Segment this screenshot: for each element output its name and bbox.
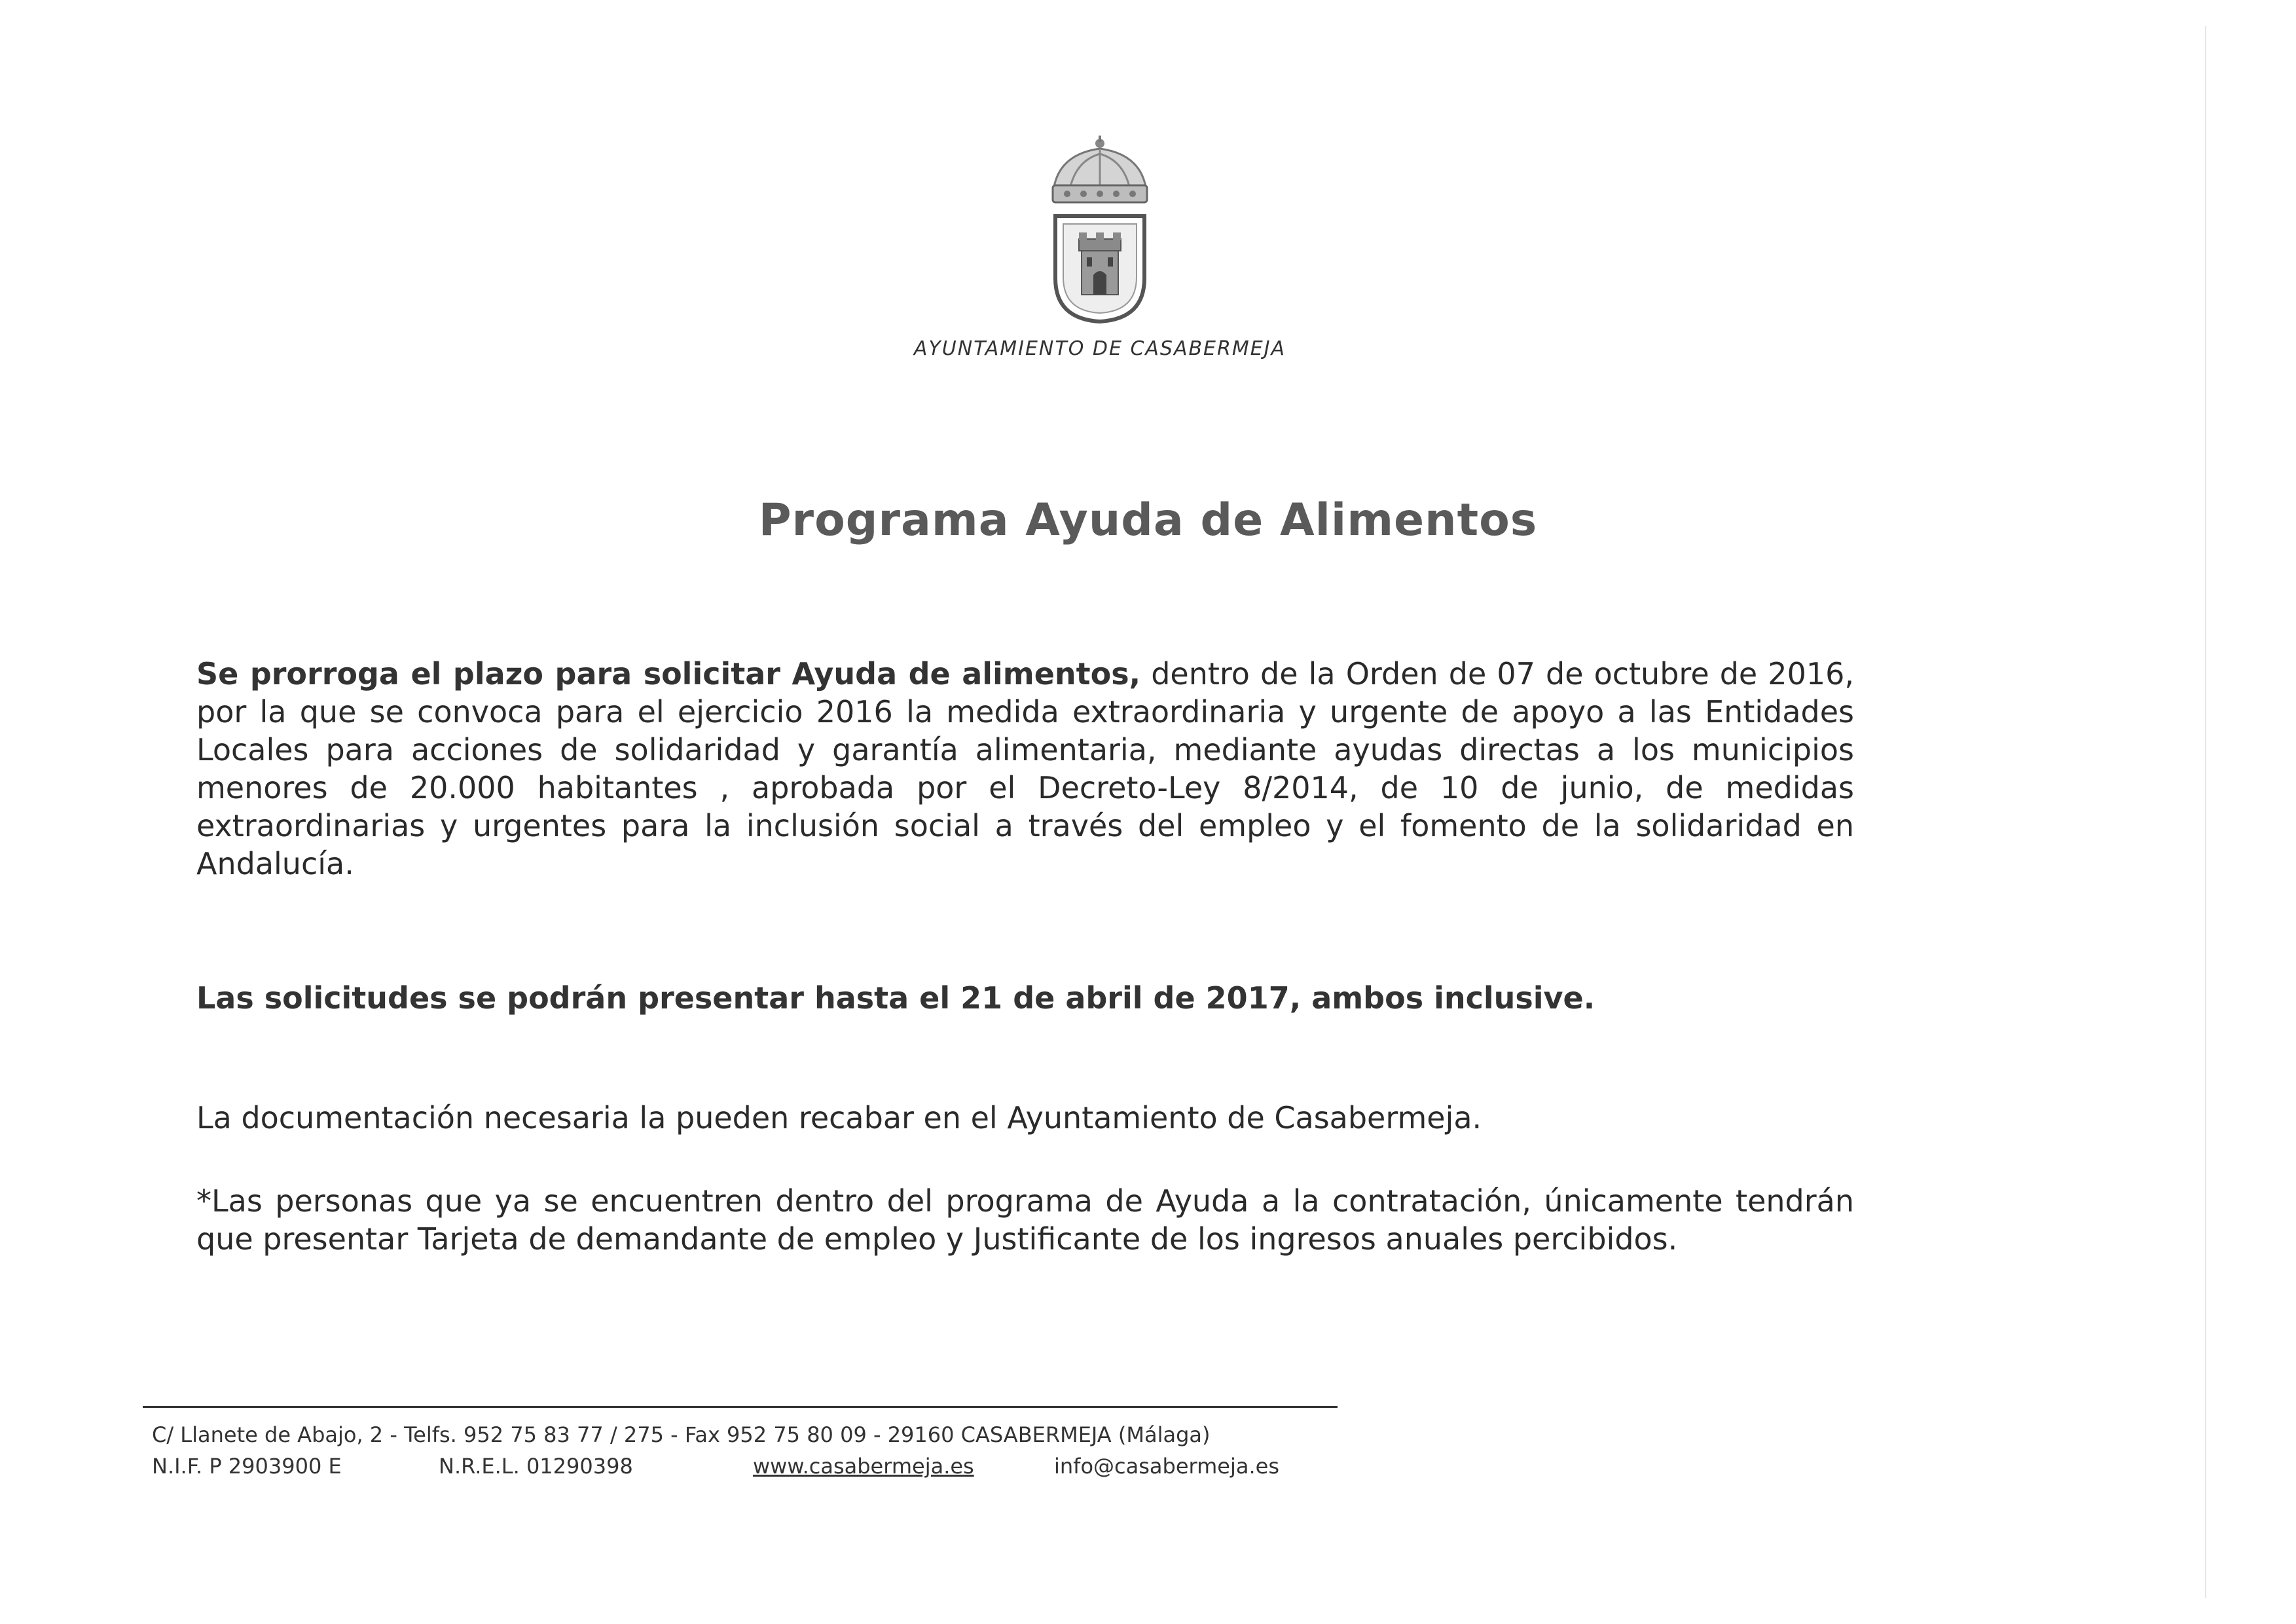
footer-website-link[interactable]: www.casabermeja.es (753, 1454, 974, 1479)
documentation-paragraph: La documentación necesaria la pueden recabar en el Ayuntamiento de Casabermeja. (196, 1100, 1482, 1135)
footer-nif: N.I.F. P 2903900 E (152, 1454, 342, 1479)
announcement-body: dentro de la Orden de 07 de octubre de 2016, por la que se convoca para el ejercicio 2016 la medida extraordinaria y urgente de apoyo a las Entidades Locales para acciones de solidaridad y garantía alimentaria, mediante ayudas directas a los municipios menores de 20.000 habitantes , aprobada por el Decreto-Ley 8/2014, de 10 de junio, de medidas extraordinarias y urgentes para la inclusión social a través del empleo y el fomento de la solidaridad en Andalucía. (196, 656, 1854, 881)
note-paragraph: *Las personas que ya se encuentren dentro del programa de Ayuda a la contratación, únicamente tendrán que presentar Tarjeta de demandante de empleo y Justificante de los ingresos anuales percibidos. (196, 1183, 1854, 1257)
footer-email[interactable]: info@casabermeja.es (1054, 1454, 1279, 1479)
organization-name: AYUNTAMIENTO DE CASABERMEJA (913, 337, 1286, 360)
document-title: Programa Ayuda de Alimentos (758, 494, 1538, 546)
announcement-lead: Se prorroga el plazo para solicitar Ayuda de alimentos, (196, 656, 1141, 692)
footer-divider (143, 1406, 1338, 1408)
deadline-paragraph: Las solicitudes se podrán presentar hasta el 21 de abril de 2017, ambos inclusive. (196, 980, 1595, 1016)
footer-nrel: N.R.E.L. 01290398 (439, 1454, 633, 1479)
footer-address: C/ Llanete de Abajo, 2 - Telfs. 952 75 83 77 / 275 - Fax 952 75 80 09 - 29160 CASABERMEJA (Málaga) (152, 1422, 1211, 1447)
coat-of-arms-icon (1041, 134, 1159, 324)
announcement-paragraph (196, 655, 1854, 883)
scan-edge-line (2205, 26, 2206, 1598)
